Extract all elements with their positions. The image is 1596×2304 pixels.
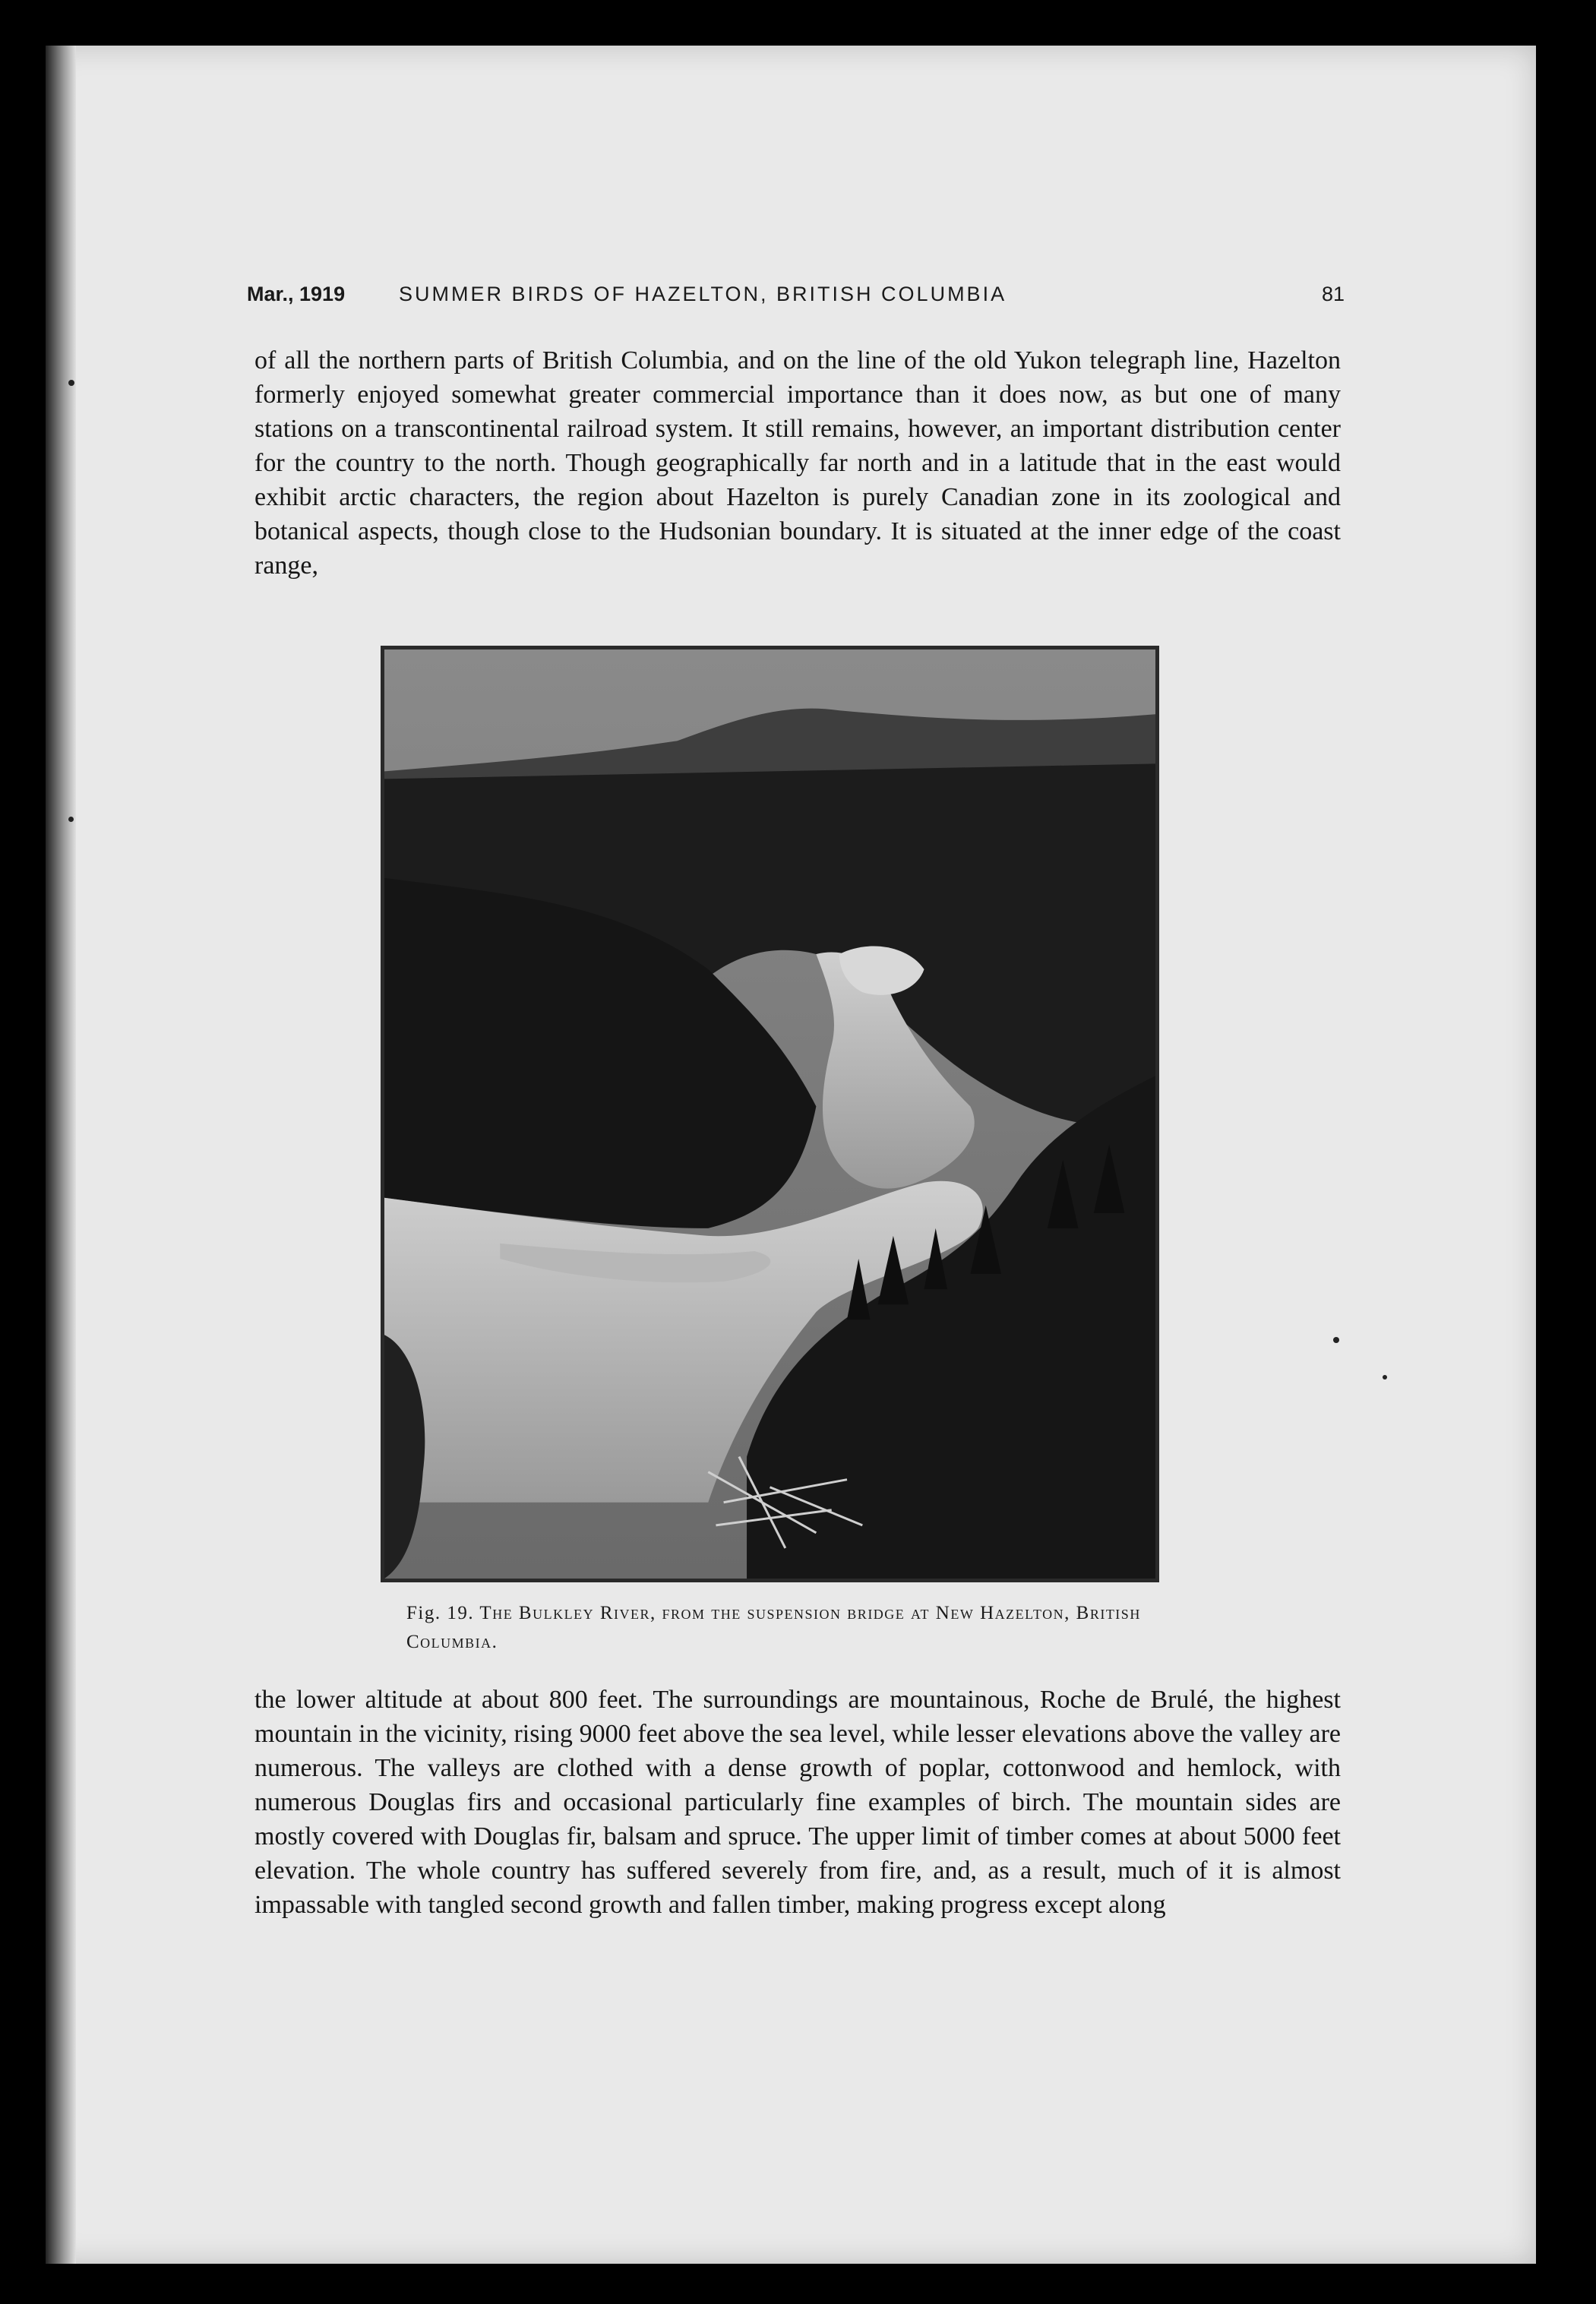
running-head <box>247 283 1345 316</box>
page-number: 81 <box>1321 283 1345 305</box>
running-head-title: SUMMER BIRDS OF HAZELTON, BRITISH COLUMBIA <box>399 283 1007 305</box>
book-spine-shadow <box>46 46 76 2264</box>
running-head-date: Mar., 1919 <box>247 283 346 305</box>
river-photo-illustration <box>384 649 1155 1579</box>
figure-photograph <box>381 646 1159 1582</box>
book-page <box>46 46 1536 2264</box>
scan-speck <box>68 380 74 386</box>
figure-caption <box>406 1599 1158 1667</box>
body-paragraph-top: of all the northern parts of British Columbia, and on the line of the old Yukon telegraph line, Hazelton formerly enjoyed somewhat greater commercial importance than it does now, as but one of many stations on a transcontinental railroad system. It still remains, however, an important distribution center for the country to the north. Though geographically far north and in a latitude that in the east would exhibit arctic characters, the region about Hazelton is purely Canadian zone in its zoological and botanical aspects, though close to the Hudsonian boundary. It is situated at the inner edge of the coast range, <box>254 346 1341 580</box>
scan-speck <box>68 817 74 822</box>
figure-label: Fig. 19. <box>406 1603 475 1623</box>
scan-speck <box>1333 1337 1339 1343</box>
scan-speck <box>1383 1375 1387 1380</box>
figure-caption-text: The Bulkley River, from the suspension bridge at New Hazelton, British Columbia. <box>406 1603 1141 1652</box>
body-paragraph-bottom: the lower altitude at about 800 feet. The surroundings are mountainous, Roche de Brulé, the highest mountain in the vicinity, rising 9000 feet above the sea level, while lesser elevations above the valley are numerous. The valleys are clothed with a dense growth of poplar, cottonwood and hemlock, with numerous Douglas firs and occasional particularly fine examples of birch. The mountain sides are mostly covered with Douglas fir, balsam and spruce. The upper limit of timber comes at about 5000 feet elevation. The whole country has suffered severely from fire, and, as a result, much of it is almost impassable with tangled second growth and fallen timber, making progress except along <box>254 1686 1341 1919</box>
